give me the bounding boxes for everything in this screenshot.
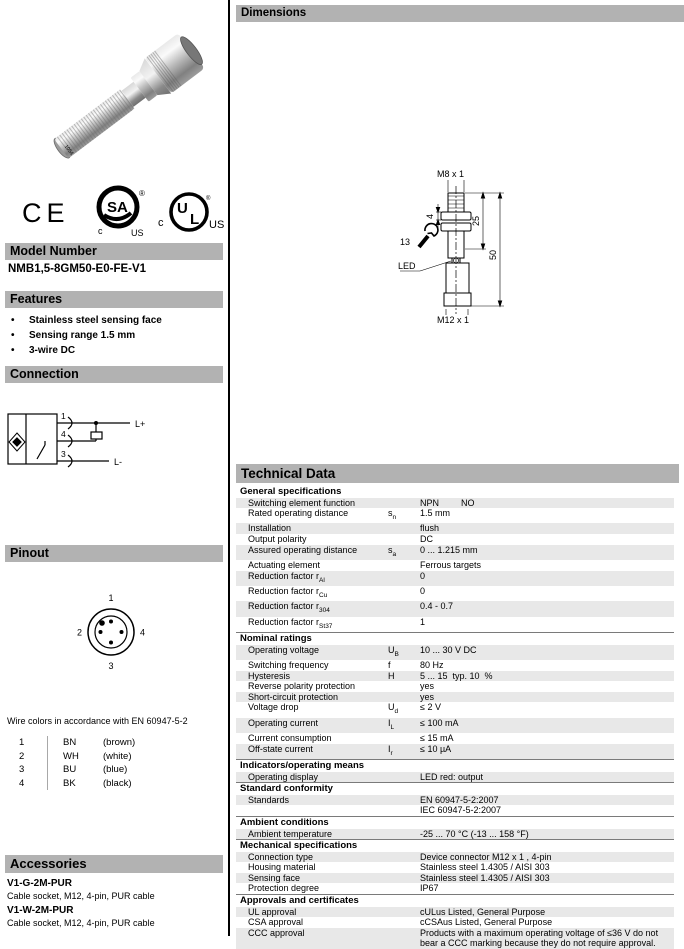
tech-symbol xyxy=(388,829,420,840)
tech-symbol xyxy=(388,498,420,509)
tech-label: Short-circuit protection xyxy=(248,691,339,702)
tech-label-subscript: Cu xyxy=(319,591,328,599)
tech-value: Products with a maximum operating voltage of ≤36 V do not bear a CCC marking because they do not require approval. xyxy=(420,927,661,949)
tech-row xyxy=(236,718,674,733)
wrench-icon xyxy=(419,224,438,247)
tech-row xyxy=(236,772,674,783)
wire-color-row xyxy=(7,763,187,777)
accessories-list xyxy=(7,877,221,931)
csa-c: c xyxy=(98,226,103,236)
sensor-body-group xyxy=(45,30,208,168)
tech-row xyxy=(236,545,674,560)
tech-row xyxy=(236,571,674,586)
tech-label: Standards xyxy=(248,794,290,805)
technical-data-header: Technical Data xyxy=(236,464,679,483)
tech-row xyxy=(236,702,674,717)
tech-row xyxy=(236,617,674,632)
tech-value: Ferrous targets xyxy=(420,560,482,571)
wire-colors-table xyxy=(7,736,187,790)
tech-value: IEC 60947-5-2:2007 xyxy=(420,805,502,816)
tech-section-title: Ambient conditions xyxy=(236,816,674,829)
tech-value: yes xyxy=(420,681,435,692)
wire-color-name: (brown) xyxy=(103,737,136,748)
wire-color-code: BK xyxy=(47,777,103,791)
tech-row xyxy=(236,744,674,759)
bullet-icon: • xyxy=(11,345,15,356)
tech-value: yes xyxy=(420,691,435,702)
tech-symbol-subscript: B xyxy=(394,650,399,658)
switch-symbol xyxy=(37,445,45,459)
tech-value: ≤ 10 µA xyxy=(420,743,452,754)
accessory-description: Cable socket, M12, 4-pin, PUR cable xyxy=(7,918,155,928)
tech-label: CSA approval xyxy=(248,917,304,928)
wire-color-row xyxy=(7,736,187,750)
pinout-label-1: 1 xyxy=(108,593,114,603)
wire-color-code: WH xyxy=(47,750,103,764)
wire-color-name: (black) xyxy=(103,777,132,789)
tech-value: flush xyxy=(420,523,440,534)
tech-row xyxy=(236,917,674,928)
tech-row xyxy=(236,671,674,682)
tech-symbol xyxy=(388,852,420,863)
product-photo xyxy=(12,6,216,176)
features-header: Features xyxy=(5,291,223,308)
pin-3-dot xyxy=(109,641,113,645)
tech-row xyxy=(236,645,674,660)
tech-symbol xyxy=(388,692,420,703)
pin-1-dot xyxy=(109,620,113,624)
ul-u: U xyxy=(177,200,188,217)
tech-symbol: $I_r$ xyxy=(388,743,393,757)
tech-row xyxy=(236,829,674,840)
dim-label-m12: M12 x 1 xyxy=(437,315,470,325)
tech-symbol xyxy=(388,772,420,783)
tech-row xyxy=(236,692,674,703)
dim-label-50: 50 xyxy=(488,249,498,260)
tech-row xyxy=(236,907,674,918)
m12-body xyxy=(446,263,469,293)
pinout-label-4: 4 xyxy=(140,627,146,638)
feature-text: 3-wire DC xyxy=(29,345,76,356)
tech-row xyxy=(236,928,674,949)
csa-mark-icon xyxy=(90,182,152,238)
tech-symbol xyxy=(388,681,420,692)
accessory-model: V1-W-2M-PUR xyxy=(7,905,74,916)
pin-2-dot xyxy=(99,630,103,634)
connection-header: Connection xyxy=(5,366,223,383)
tech-symbol xyxy=(388,795,420,806)
ul-c: c xyxy=(158,217,164,229)
tech-symbol xyxy=(388,733,420,744)
tech-label: Voltage drop xyxy=(248,702,299,713)
bullet-icon: • xyxy=(11,330,15,341)
keying-dot xyxy=(99,620,105,626)
conn-l-plus: L+ xyxy=(135,419,146,429)
tech-value: 1 xyxy=(420,616,426,627)
tech-label: Operating current xyxy=(248,717,319,728)
tech-symbol xyxy=(388,560,420,571)
tech-label-subscript: Al xyxy=(319,576,325,584)
tech-symbol: $s_a$ xyxy=(388,544,397,558)
wire-colors-note: Wire colors in accordance with EN 60947-5-2 xyxy=(7,716,188,726)
tech-value: 0 xyxy=(420,586,426,597)
feature-item xyxy=(8,343,218,358)
tech-value: ≤ 15 mA xyxy=(420,733,454,744)
load-symbol xyxy=(91,432,102,439)
tech-label: Assured operating distance xyxy=(248,544,358,555)
tech-row xyxy=(236,508,674,523)
tech-row xyxy=(236,660,674,671)
tech-section-title: Approvals and certificates xyxy=(236,894,674,907)
tech-label: Hysteresis xyxy=(248,670,291,681)
tech-value: 0 ... 1.215 mm xyxy=(420,544,478,555)
accessories-header: Accessories xyxy=(5,855,223,873)
tech-value: EN 60947-5-2:2007 xyxy=(420,794,499,805)
wire-color-code: BU xyxy=(47,763,103,777)
tech-symbol: H xyxy=(388,670,395,681)
wire-pin-number: 4 xyxy=(19,777,25,789)
tech-section-title: General specifications xyxy=(240,486,342,497)
tech-symbol-subscript: n xyxy=(392,513,397,521)
tech-value-secondary: NO xyxy=(461,497,475,508)
ul-l: L xyxy=(190,211,200,228)
tech-label: Sensing face xyxy=(248,872,301,883)
tech-row xyxy=(236,795,674,806)
tech-label: Reduction factor $r_{304}$ xyxy=(248,601,330,615)
tech-symbol: $U_B$ xyxy=(388,644,399,658)
tech-symbol xyxy=(388,523,420,534)
ul-registered: ® xyxy=(206,196,211,202)
tech-label: Operating voltage xyxy=(248,644,320,655)
tech-row xyxy=(236,852,674,863)
tech-symbol xyxy=(388,601,420,616)
tech-value: 10 ... 30 V DC xyxy=(420,644,477,655)
tech-label: Switching frequency xyxy=(248,660,329,671)
tech-symbol xyxy=(388,873,420,884)
tech-section-title: Mechanical specifications xyxy=(236,839,674,852)
tech-label: Housing material xyxy=(248,862,316,873)
conn-pin-3: 3 xyxy=(61,449,66,459)
tech-value: NPN NO xyxy=(420,497,475,508)
connection-diagram xyxy=(2,398,222,506)
tech-symbol xyxy=(388,917,420,928)
tech-row xyxy=(236,805,674,816)
tech-value: 5 ... 15 typ. 10 % xyxy=(420,670,493,681)
wire-pin-number: 3 xyxy=(19,764,25,775)
tech-symbol xyxy=(388,617,420,632)
csa-us: US xyxy=(131,228,144,238)
ul-us: US xyxy=(209,219,224,231)
tech-symbol-subscript: L xyxy=(390,723,395,731)
dim-label-13: 13 xyxy=(400,237,411,247)
tech-value: cULus Listed, General Purpose xyxy=(420,906,546,917)
conn-pin-1: 1 xyxy=(61,411,66,421)
tech-label-subscript: St37 xyxy=(319,622,333,630)
tech-value: ≤ 2 V xyxy=(420,702,441,713)
accessory-model: V1-G-2M-PUR xyxy=(7,878,73,889)
tech-label: Installation xyxy=(248,523,292,534)
tech-section-title: Indicators/operating means xyxy=(236,759,674,772)
tech-symbol: $s_n$ xyxy=(388,508,397,521)
tech-value: Device connector M12 x 1 , 4-pin xyxy=(420,851,552,862)
wire-color-row xyxy=(7,750,187,764)
tech-label: Operating display xyxy=(248,771,319,782)
tech-label: Off-state current xyxy=(248,743,313,754)
tech-value: 0 xyxy=(420,570,426,581)
csa-letters: SA xyxy=(107,199,128,216)
tech-value: ≤ 100 mA xyxy=(420,717,459,728)
tech-label: Actuating element xyxy=(248,560,321,571)
wire-color-code: BN xyxy=(47,736,103,750)
conn-l-minus: L- xyxy=(114,457,123,467)
tech-row xyxy=(236,873,674,884)
tech-section-title: Nominal ratings xyxy=(236,632,674,645)
tech-value: 0.4 - 0.7 xyxy=(420,601,454,612)
tech-label: Rated operating distance xyxy=(248,508,349,519)
cul-us-mark-icon xyxy=(152,188,224,238)
tech-row xyxy=(236,601,674,616)
tech-symbol xyxy=(388,862,420,873)
tech-label xyxy=(248,805,388,816)
bullet-icon: • xyxy=(11,315,15,326)
tech-label: Reduction factor $r_{Cu}$ xyxy=(248,586,328,599)
tech-row xyxy=(236,681,674,692)
tech-row xyxy=(236,523,674,534)
tech-row xyxy=(236,862,674,873)
tech-value: Stainless steel 1.4305 / AISI 303 xyxy=(420,862,550,873)
dimensions-header: Dimensions xyxy=(236,5,684,22)
tech-label: Switching element function xyxy=(248,497,356,508)
dimensions-drawing xyxy=(380,162,610,347)
pinout-diagram xyxy=(68,588,156,676)
tech-row xyxy=(236,498,674,509)
model-number-value: NMB1,5-8GM50-E0-FE-V1 xyxy=(8,263,147,275)
feature-text: Sensing range 1.5 mm xyxy=(29,330,136,341)
tech-row xyxy=(236,883,674,894)
features-list xyxy=(8,313,218,358)
tech-label: Reverse polarity protection xyxy=(248,681,356,692)
right-column xyxy=(236,0,684,949)
ce-mark-icon xyxy=(20,188,76,234)
tech-value: -25 ... 70 °C (-13 ... 158 °F) xyxy=(420,828,529,839)
csa-registered: ® xyxy=(139,189,145,198)
tech-symbol xyxy=(388,586,420,601)
tech-symbol-subscript: d xyxy=(394,708,399,716)
model-number-header: Model Number xyxy=(5,243,223,260)
accessory-description: Cable socket, M12, 4-pin, PUR cable xyxy=(7,891,155,901)
tech-label: UL approval xyxy=(248,906,297,917)
wire-pin-number: 2 xyxy=(19,750,25,762)
tech-label: Reduction factor $r_{St37}$ xyxy=(248,616,333,630)
tech-label-subscript: 304 xyxy=(319,607,330,615)
tech-symbol: $I_L$ xyxy=(388,717,395,731)
tech-value: Stainless steel 1.4305 / AISI 303 xyxy=(420,872,550,883)
tech-symbol xyxy=(388,928,420,949)
wire-color-name: (blue) xyxy=(103,764,128,775)
wire-color-name: (white) xyxy=(103,750,132,762)
photo-marking: 1054 xyxy=(62,143,75,157)
tech-value: 80 Hz xyxy=(420,660,444,671)
tech-value: cCSAus Listed, General Purpose xyxy=(420,917,553,928)
tech-row xyxy=(236,733,674,744)
tech-label: Protection degree xyxy=(248,883,320,894)
tech-symbol xyxy=(388,907,420,918)
feature-item xyxy=(8,313,218,328)
tech-label: CCC approval xyxy=(248,927,305,938)
dim-label-4: 4 xyxy=(425,213,435,219)
tech-label: Ambient temperature xyxy=(248,828,333,839)
tech-symbol: $U_d$ xyxy=(388,702,399,716)
tech-label: Current consumption xyxy=(248,733,332,744)
tech-symbol-subscript: r xyxy=(390,749,393,757)
tech-label: Reduction factor $r_{Al}$ xyxy=(248,570,325,584)
feature-text: Stainless steel sensing face xyxy=(29,315,162,326)
pin-4-dot xyxy=(120,630,124,634)
tech-label: Connection type xyxy=(248,851,314,862)
column-divider xyxy=(228,0,230,936)
pinout-header: Pinout xyxy=(5,545,223,562)
tech-label: Output polarity xyxy=(248,534,307,545)
tech-value: LED red: output xyxy=(420,771,484,782)
tech-value: 1.5 mm xyxy=(420,508,451,519)
tech-row xyxy=(236,560,674,571)
pinout-label-2: 2 xyxy=(77,627,83,638)
tech-symbol xyxy=(388,571,420,586)
tech-value: DC xyxy=(420,534,433,545)
tech-symbol xyxy=(388,883,420,894)
tech-section-title: Standard conformity xyxy=(236,782,674,795)
tech-symbol: f xyxy=(388,660,391,671)
dim-label-25: 25 xyxy=(471,215,481,226)
technical-data-table xyxy=(236,486,674,949)
dim-label-m8: M8 x 1 xyxy=(437,169,465,179)
tech-value: IP67 xyxy=(420,883,439,894)
pinout-label-3: 3 xyxy=(108,661,114,671)
tech-row xyxy=(236,534,674,545)
feature-item xyxy=(8,328,218,343)
conn-pin-4: 4 xyxy=(61,429,66,439)
tech-symbol xyxy=(388,534,420,545)
dim-label-led: LED xyxy=(398,261,416,271)
wire-color-row xyxy=(7,777,187,791)
tech-row xyxy=(236,586,674,601)
tech-symbol-subscript: a xyxy=(392,550,397,558)
tech-symbol xyxy=(388,805,420,816)
ce-text: CE xyxy=(22,198,70,228)
wire-pin-number: 1 xyxy=(19,737,25,748)
